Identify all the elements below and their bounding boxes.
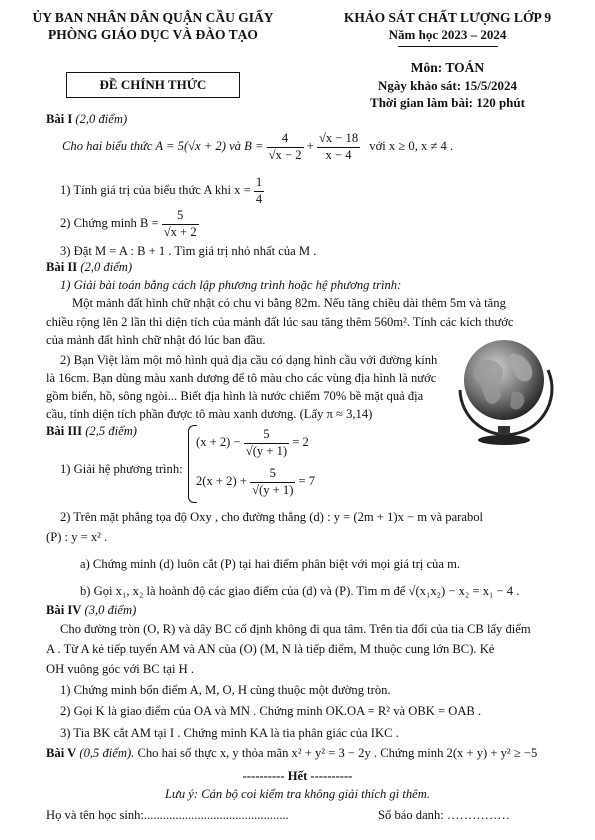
bai3-eq2-den: √(y + 1) (252, 482, 294, 497)
bai2-points: (2,0 điểm) (80, 260, 133, 274)
bai3-eq2-right: = 7 (298, 474, 316, 489)
header-divider (398, 46, 498, 47)
bai2-q2-line3: gồm biển, hồ, sông ngòi... Biết địa hình là nước chiếm 70% bề mặt quả địa (46, 389, 424, 403)
bai3-eq1 (196, 427, 309, 459)
proctor-note: Lưu ý: Cán bộ coi kiểm tra không giải thích gì thêm. (164, 787, 430, 801)
bai1-q1-text: 1) Tính giá trị của biểu thức A khi x = (60, 183, 251, 198)
student-id-label: Số báo danh: …………… (378, 808, 510, 822)
bai1-frac2 (317, 131, 360, 163)
bai4-line1: Cho đường tròn (O, R) và dây BC cố định không đi qua tâm. Trên tia đối của tia CB lấy điểm (60, 622, 531, 636)
bai2-q2-line2: là 16cm. Bạn dùng màu xanh dương để tô màu cho các vùng địa hình là nước (46, 371, 437, 385)
bai3-points: (2,5 điểm) (85, 424, 137, 438)
bai1-q1 (60, 175, 264, 207)
bai1-frac1-den: √x − 2 (268, 147, 302, 162)
official-exam-box: ĐỀ CHÍNH THỨC (66, 72, 240, 98)
bai2-q2-line4: cầu, tính diện tích phần được tô màu xanh dương. (Lấy π ≈ 3,14) (46, 407, 373, 421)
subject: Môn: TOÁN (410, 60, 485, 75)
bai3-eq2-frac (250, 466, 295, 498)
bai3-eq2-left: 2(x + 2) + (196, 474, 247, 489)
bai3-eq2-num: 5 (250, 466, 295, 483)
bai1-title: Bài I (46, 112, 73, 126)
bai3-q2a: a) Chứng minh (d) luôn cắt (P) tại hai điểm phân biệt với mọi giá trị của m. (80, 557, 461, 571)
bai1-condition: với x ≥ 0, x ≠ 4 . (369, 139, 454, 154)
bai4-line2: A . Từ A kẻ tiếp tuyến AM và AN của (O) (M, N là tiếp điểm, M thuộc cung lớn BC). Kẻ (46, 642, 495, 656)
bai3-eq1-right: = 2 (292, 435, 309, 450)
bai3-q1-text: 1) Giải hệ phương trình: (60, 462, 183, 476)
header-left-line1: ỦY BAN NHÂN DÂN QUẬN CẦU GIẤY (32, 10, 274, 25)
bai4-title: Bài IV (46, 603, 82, 617)
bai4-q1: 1) Chứng minh bốn điểm A, M, O, H cùng thuộc một đường tròn. (60, 683, 391, 697)
bai2-title: Bài II (46, 260, 78, 274)
bai5-text: Cho hai số thực x, y thỏa mãn x² + y² = 3 − 2y . Chứng minh 2(x + y) + y² ≥ −5 (137, 746, 538, 760)
bai1-frac2-num: √x − 18 (317, 131, 360, 148)
bai3-heading (46, 424, 137, 440)
bai2-q1-line2: chiều rộng lên 2 lần thì diện tích của mảnh đất lúc sau tăng thêm 560m². Tính các kích thước (46, 315, 514, 329)
bai1-q3: 3) Đặt M = A : B + 1 . Tìm giá trị nhỏ nhất của M . (60, 244, 317, 258)
header-left-line2: PHÒNG GIÁO DỤC VÀ ĐÀO TẠO (48, 27, 258, 42)
bai3-eq1-left: (x + 2) − (196, 435, 241, 450)
bai1-q1-num: 1 (254, 175, 264, 192)
header-right-line1: KHẢO SÁT CHẤT LƯỢNG LỚP 9 (343, 10, 552, 25)
bai2-q1-head: 1) Giải bài toán bằng cách lập phương trình hoặc hệ phương trình: (60, 278, 402, 292)
bai3-eq1-frac (244, 427, 289, 459)
bai1-q1-frac (254, 175, 264, 207)
exam-date: Ngày khảo sát: 15/5/2024 (377, 78, 518, 93)
bai1-frac1 (267, 131, 304, 163)
bai1-frac2-den: x − 4 (325, 147, 352, 162)
bai3-q2b: b) Gọi x₁, x₂ là hoành độ các giao điểm của (d) và (P). Tìm m để √(x₁x₂) − x₂ = x₁ − 4 . (80, 584, 520, 598)
bai2-heading (46, 260, 132, 276)
bai1-frac1-num: 4 (267, 131, 304, 148)
bai3-eq1-num: 5 (244, 427, 289, 444)
bai3-q2-line2: (P) : y = x² . (46, 530, 108, 544)
bai1-intro (62, 131, 453, 163)
student-name-label: Họ và tên học sinh:.............................................. (46, 808, 289, 822)
bai1-q2-num: 5 (162, 208, 199, 225)
bai1-heading (46, 112, 127, 128)
bai5-title: Bài V (46, 746, 77, 760)
bai4-heading (46, 603, 136, 619)
bai1-intro-text: Cho hai biểu thức A = 5(√x + 2) và B = (62, 139, 264, 154)
bai1-q2-frac (162, 208, 199, 240)
bai1-q2 (60, 208, 199, 240)
bai1-q2-den: √x + 2 (163, 224, 197, 239)
globe-icon (448, 330, 558, 446)
bai4-q3: 3) Tia BK cắt AM tại I . Chứng minh KA là tia phân giác của IKC . (60, 726, 399, 740)
bai2-q1-line3: của mảnh đất hình chữ nhật đó lúc ban đầu. (46, 333, 266, 347)
end-marker: ---------- Hết ---------- (242, 769, 353, 783)
bai5 (46, 746, 537, 762)
bai2-q1-line1: Một mảnh đất hình chữ nhật có chu vi bằng 82m. Nếu tăng chiều dài thêm 5m và tăng (72, 296, 506, 310)
bai3-eq1-den: √(y + 1) (245, 443, 288, 458)
exam-duration: Thời gian làm bài: 120 phút (370, 95, 525, 110)
school-year: Năm học 2023 – 2024 (388, 27, 507, 42)
bai2-q2-line1: 2) Bạn Việt làm một mô hình quả địa cầu có dạng hình cầu với đường kính (60, 353, 438, 367)
bai4-points: (3,0 điểm) (84, 603, 137, 617)
bai1-plus: + (306, 139, 314, 154)
bai3-q2-line1: 2) Trên mặt phẳng tọa độ Oxy , cho đường thẳng (d) : y = (2m + 1)x − m và parabol (60, 510, 484, 524)
bai4-line3: OH vuông góc với BC tại H . (46, 662, 194, 676)
bai4-q2: 2) Gọi K là giao điểm của OA và MN . Chứng minh OK.OA = R² và OBK = OAB . (60, 704, 482, 718)
bai3-eq2 (196, 466, 315, 498)
bai1-points: (2,0 điểm) (75, 112, 128, 126)
bai1-q2-text: 2) Chứng minh B = (60, 216, 159, 231)
bai1-q1-den: 4 (255, 191, 263, 206)
bai5-points: (0,5 điểm). (79, 746, 135, 760)
bai3-title: Bài III (46, 424, 83, 438)
